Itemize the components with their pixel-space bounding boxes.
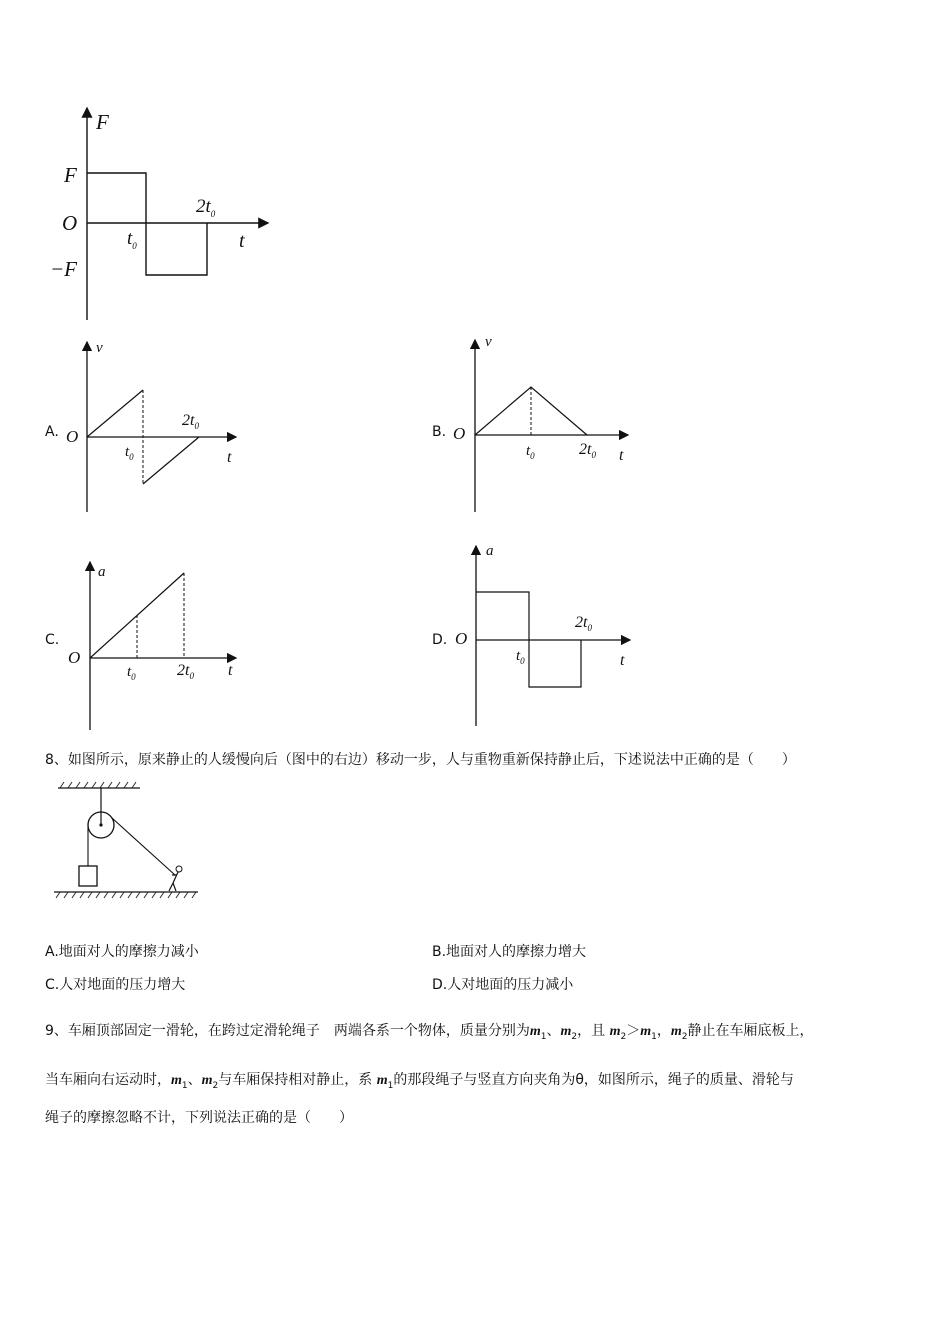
q8-option-d[interactable]: D.人对地面的压力减小	[432, 977, 574, 993]
t-axis-label: t	[239, 230, 245, 252]
option-c-label: C.	[45, 632, 60, 648]
f-pos-label: F	[64, 163, 77, 187]
f-axis-label: F	[96, 110, 109, 134]
f-neg-label: −F	[50, 257, 77, 281]
v-curve-up	[87, 390, 143, 437]
q8-stem: 8、如图所示，原来静止的人缓慢向后（图中的右边）移动一步，人与重物重新保持静止后，下述说法中正确的是（ ）	[45, 752, 796, 768]
q8-option-b[interactable]: B.地面对人的摩擦力增大	[432, 944, 587, 960]
q9-line-2: 当车厢向右运动时，$m_1$、$m_2$与车厢保持相对静止，系 $m_1$的那段绳子与竖直方向夹角为θ，如图所示，绳子的质量、滑轮与	[45, 1072, 794, 1091]
v-curve-down	[143, 437, 199, 484]
origin-label: O	[62, 211, 78, 235]
force-curve	[87, 173, 207, 275]
q9-line-3: 绳子的摩擦忽略不计，下列说法正确的是（ ）	[45, 1110, 353, 1126]
option-b-label: B.	[432, 424, 447, 440]
q9-line-1: 9、车厢顶部固定一滑轮，在跨过定滑轮绳子 两端各系一个物体，质量分别为$m_1$、$m_2$，且 $m_2>m_1$，$m_2$静止在车厢底板上，	[45, 1023, 814, 1042]
option-a-label: A.	[45, 424, 59, 440]
t0-label: $t_0$	[127, 228, 137, 251]
q8-option-c[interactable]: C.人对地面的压力增大	[45, 977, 186, 993]
option-d-label: D.	[432, 632, 448, 648]
t2-label: $2t_0$	[196, 196, 216, 219]
q8-option-a[interactable]: A.地面对人的摩擦力减小	[45, 944, 199, 960]
